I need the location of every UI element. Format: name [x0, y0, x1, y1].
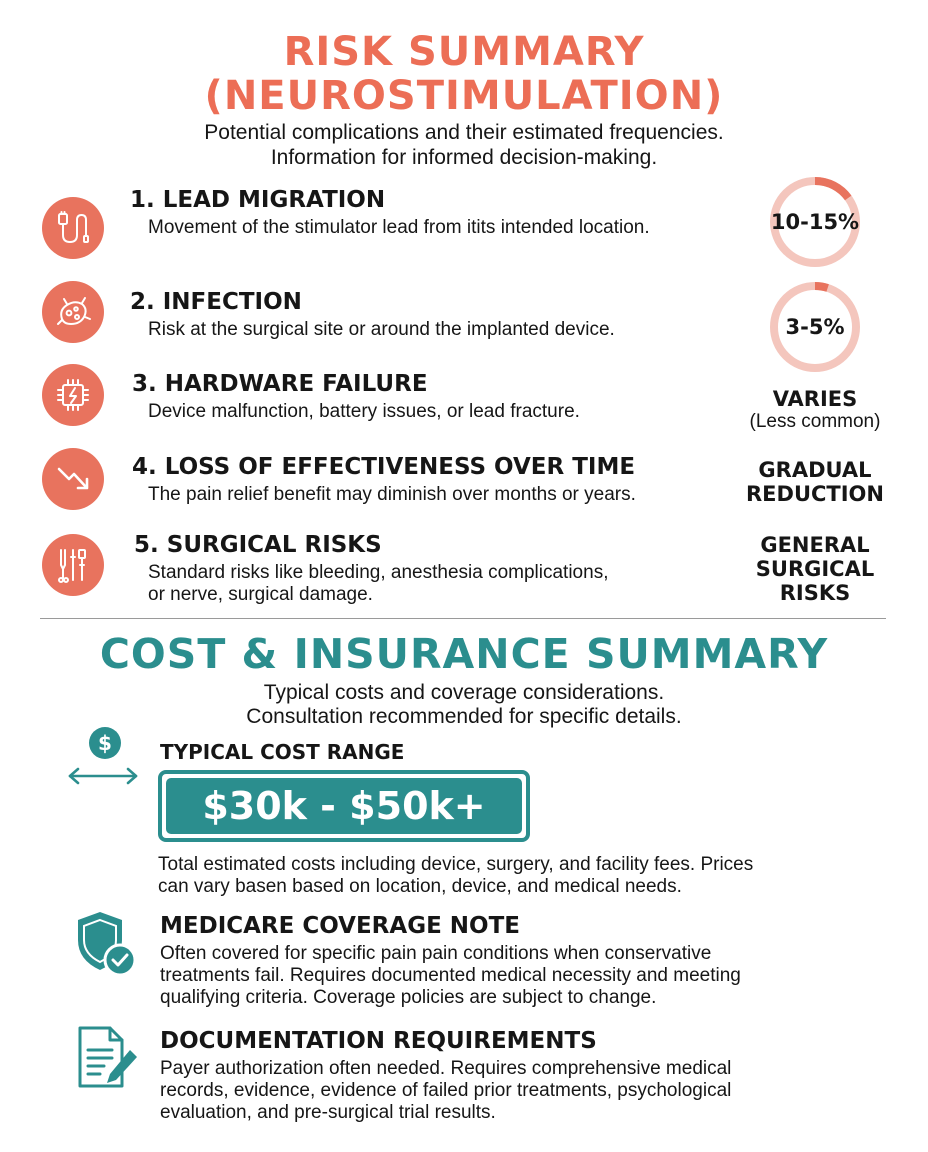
- surgical-tools-icon: [42, 534, 104, 596]
- risk-subtitle-line2: Information for informed decision-making.: [270, 146, 658, 169]
- frequency-label-surgical-line1: GENERAL: [760, 533, 870, 557]
- document-pen-icon: [74, 1024, 144, 1094]
- frequency-label-surgical-line3: RISKS: [779, 581, 851, 605]
- cost-subtitle-line2: Consultation recommended for specific details.: [246, 705, 682, 728]
- medicare-heading: MEDICARE COVERAGE NOTE: [160, 913, 520, 939]
- risk-title-line1: RISK SUMMARY: [283, 29, 645, 75]
- risk-desc-surgical-line2: or nerve, surgical damage.: [148, 584, 373, 605]
- lead-wire-icon: [42, 197, 104, 259]
- documentation-line1: Payer authorization often needed. Requires comprehensive medical: [160, 1058, 732, 1079]
- medicare-line2: treatments fail. Requires documented medical necessity and meeting: [160, 965, 741, 986]
- frequency-label-hardware-failure: VARIES: [772, 387, 858, 411]
- documentation-heading: DOCUMENTATION REQUIREMENTS: [160, 1028, 597, 1054]
- risk-desc-hardware-failure: Device malfunction, battery issues, or lead fracture.: [148, 401, 580, 422]
- trend-down-icon: [42, 448, 104, 510]
- documentation-line2: records, evidence, evidence of failed prior treatments, psychological: [160, 1080, 732, 1101]
- risk-desc-surgical-line1: Standard risks like bleeding, anesthesia complications,: [148, 562, 609, 583]
- frequency-ring-infection: [768, 280, 862, 374]
- bacteria-icon: [42, 281, 104, 343]
- medicare-line3: qualifying criteria. Coverage policies are subject to change.: [160, 987, 657, 1008]
- frequency-value-lead-migration: 10-15%: [770, 210, 860, 234]
- cost-subtitle-line1: Typical costs and coverage considerations.: [263, 681, 665, 704]
- risk-heading-hardware-failure: 3. HARDWARE FAILURE: [132, 371, 428, 397]
- dollar-arrows-icon: [60, 724, 146, 794]
- frequency-ring-lead-migration: [768, 175, 862, 269]
- cost-range-value: $30k - $50k+: [166, 778, 522, 834]
- risk-title-line2: (NEUROSTIMULATION): [204, 73, 724, 119]
- risk-heading-infection: 2. INFECTION: [130, 289, 302, 315]
- frequency-value-infection: 3-5%: [785, 315, 845, 339]
- frequency-label-loss-line2: REDUCTION: [746, 482, 884, 506]
- cost-range-desc-line2: can vary basen based on location, device, and medical needs.: [158, 876, 682, 897]
- risk-heading-lead-migration: 1. LEAD MIGRATION: [130, 187, 386, 213]
- cost-range-box: [158, 770, 530, 842]
- risk-desc-infection: Risk at the surgical site or around the implanted device.: [148, 319, 615, 340]
- section-divider: [40, 618, 886, 619]
- chip-failure-icon: [42, 364, 104, 426]
- cost-range-heading: TYPICAL COST RANGE: [160, 740, 405, 764]
- frequency-sub-hardware-failure: (Less common): [749, 411, 881, 432]
- documentation-line3: evaluation, and pre-surgical trial results.: [160, 1102, 496, 1123]
- risk-desc-loss-of-effectiveness: The pain relief benefit may diminish over months or years.: [148, 484, 636, 505]
- shield-check-icon: [72, 908, 138, 978]
- frequency-label-loss-line1: GRADUAL: [758, 458, 872, 482]
- frequency-label-surgical-line2: SURGICAL: [755, 557, 875, 581]
- svg-text:$: $: [98, 731, 112, 755]
- risk-heading-loss-of-effectiveness: 4. LOSS OF EFFECTIVENESS OVER TIME: [132, 454, 636, 480]
- risk-subtitle-line1: Potential complications and their estimated frequencies.: [204, 121, 724, 144]
- cost-range-desc-line1: Total estimated costs including device, surgery, and facility fees. Prices: [158, 854, 754, 875]
- medicare-line1: Often covered for specific pain pain conditions when conservative: [160, 943, 712, 964]
- cost-title: COST & INSURANCE SUMMARY: [99, 630, 829, 678]
- risk-desc-lead-migration: Movement of the stimulator lead from itits intended location.: [148, 217, 650, 238]
- risk-heading-surgical-risks: 5. SURGICAL RISKS: [134, 532, 382, 558]
